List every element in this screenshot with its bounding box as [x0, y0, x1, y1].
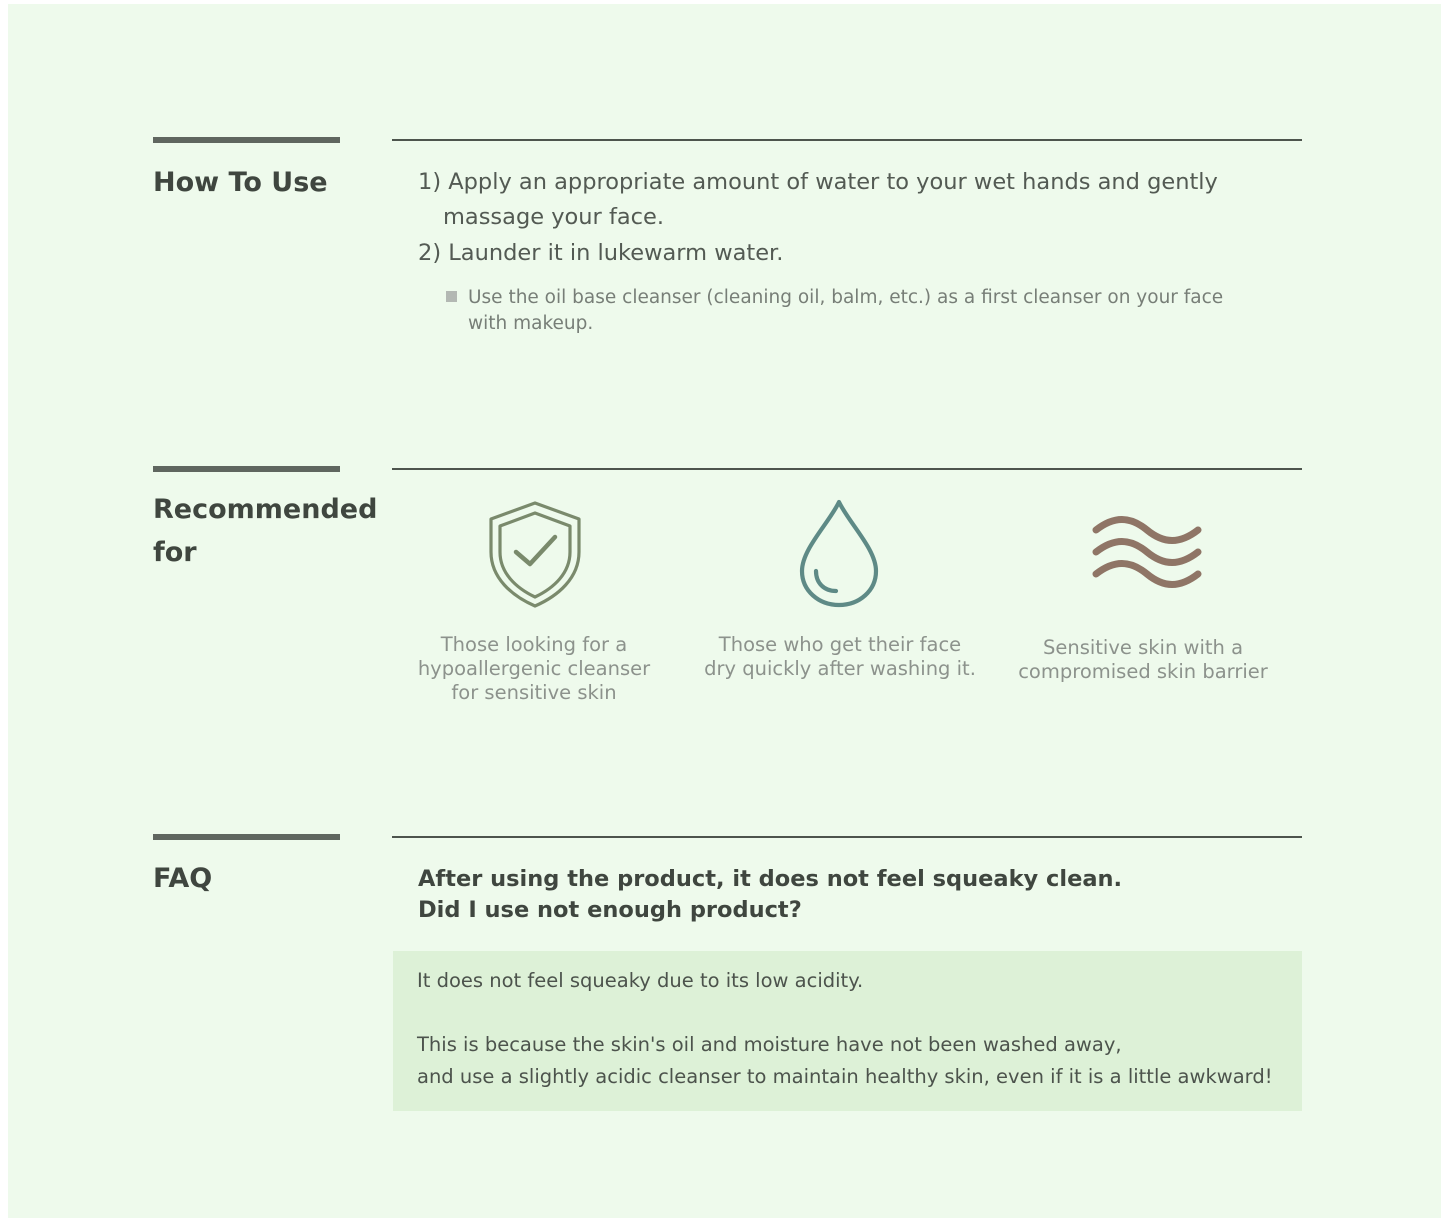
- shield-check-icon: [485, 500, 585, 610]
- water-drop-icon: [796, 497, 882, 611]
- recommended-title-line-2: for: [153, 537, 197, 568]
- waves-icon: [1088, 512, 1206, 592]
- recommended-item-1-line-2: hypoallergenic cleanser: [417, 657, 651, 680]
- how-to-use-tab-bar: [153, 137, 340, 143]
- recommended-item-1-line-3: for sensitive skin: [451, 681, 617, 704]
- faq-tab-bar: [153, 834, 340, 840]
- recommended-tab-bar: [153, 466, 340, 472]
- recommended-item-1-line-1: Those looking for a: [440, 633, 628, 656]
- faq-question-line-2: Did I use not enough product?: [418, 897, 802, 923]
- how-to-use-step-2: 2) Launder it in lukewarm water.: [418, 240, 784, 266]
- recommended-item-1-text: [384, 633, 684, 705]
- faq-divider: [392, 836, 1302, 838]
- recommended-item-3-line-2: compromised skin barrier: [1018, 660, 1268, 683]
- faq-question: [418, 864, 1288, 926]
- recommended-item-2-line-1: Those who get their face: [718, 633, 962, 656]
- recommended-title-line-1: Recommended: [153, 494, 378, 525]
- faq-title: FAQ: [153, 863, 213, 894]
- recommended-item-3-line-1: Sensitive skin with a: [1042, 636, 1244, 659]
- how-to-use-title: How To Use: [153, 167, 328, 198]
- how-to-use-note: [446, 285, 1228, 337]
- how-to-use-step-1: 1) Apply an appropriate amount of water to your wet hands and gently massage your face.: [418, 169, 1218, 230]
- faq-answer-line-3: and use a slightly acidic cleanser to maintain healthy skin, even if it is a little awkward!: [417, 1065, 1273, 1088]
- how-to-use-divider: [392, 139, 1302, 141]
- recommended-item-3-text: [993, 636, 1293, 684]
- faq-answer-line-1: It does not feel squeaky due to its low acidity.: [417, 969, 864, 992]
- square-bullet-icon: [446, 291, 457, 302]
- recommended-item-2-line-2: dry quickly after washing it.: [704, 657, 976, 680]
- faq-answer-box: [393, 951, 1302, 1111]
- recommended-item-2-text: [690, 633, 990, 681]
- how-to-use-note-text: Use the oil base cleanser (cleaning oil, balm, etc.) as a first cleanser on your face with makeup.: [468, 287, 1224, 334]
- recommended-divider: [392, 468, 1302, 470]
- faq-answer-line-2: This is because the skin's oil and moisture have not been washed away,: [417, 1033, 1122, 1056]
- recommended-title: [153, 488, 377, 574]
- faq-question-line-1: After using the product, it does not feel squeaky clean.: [418, 866, 1123, 892]
